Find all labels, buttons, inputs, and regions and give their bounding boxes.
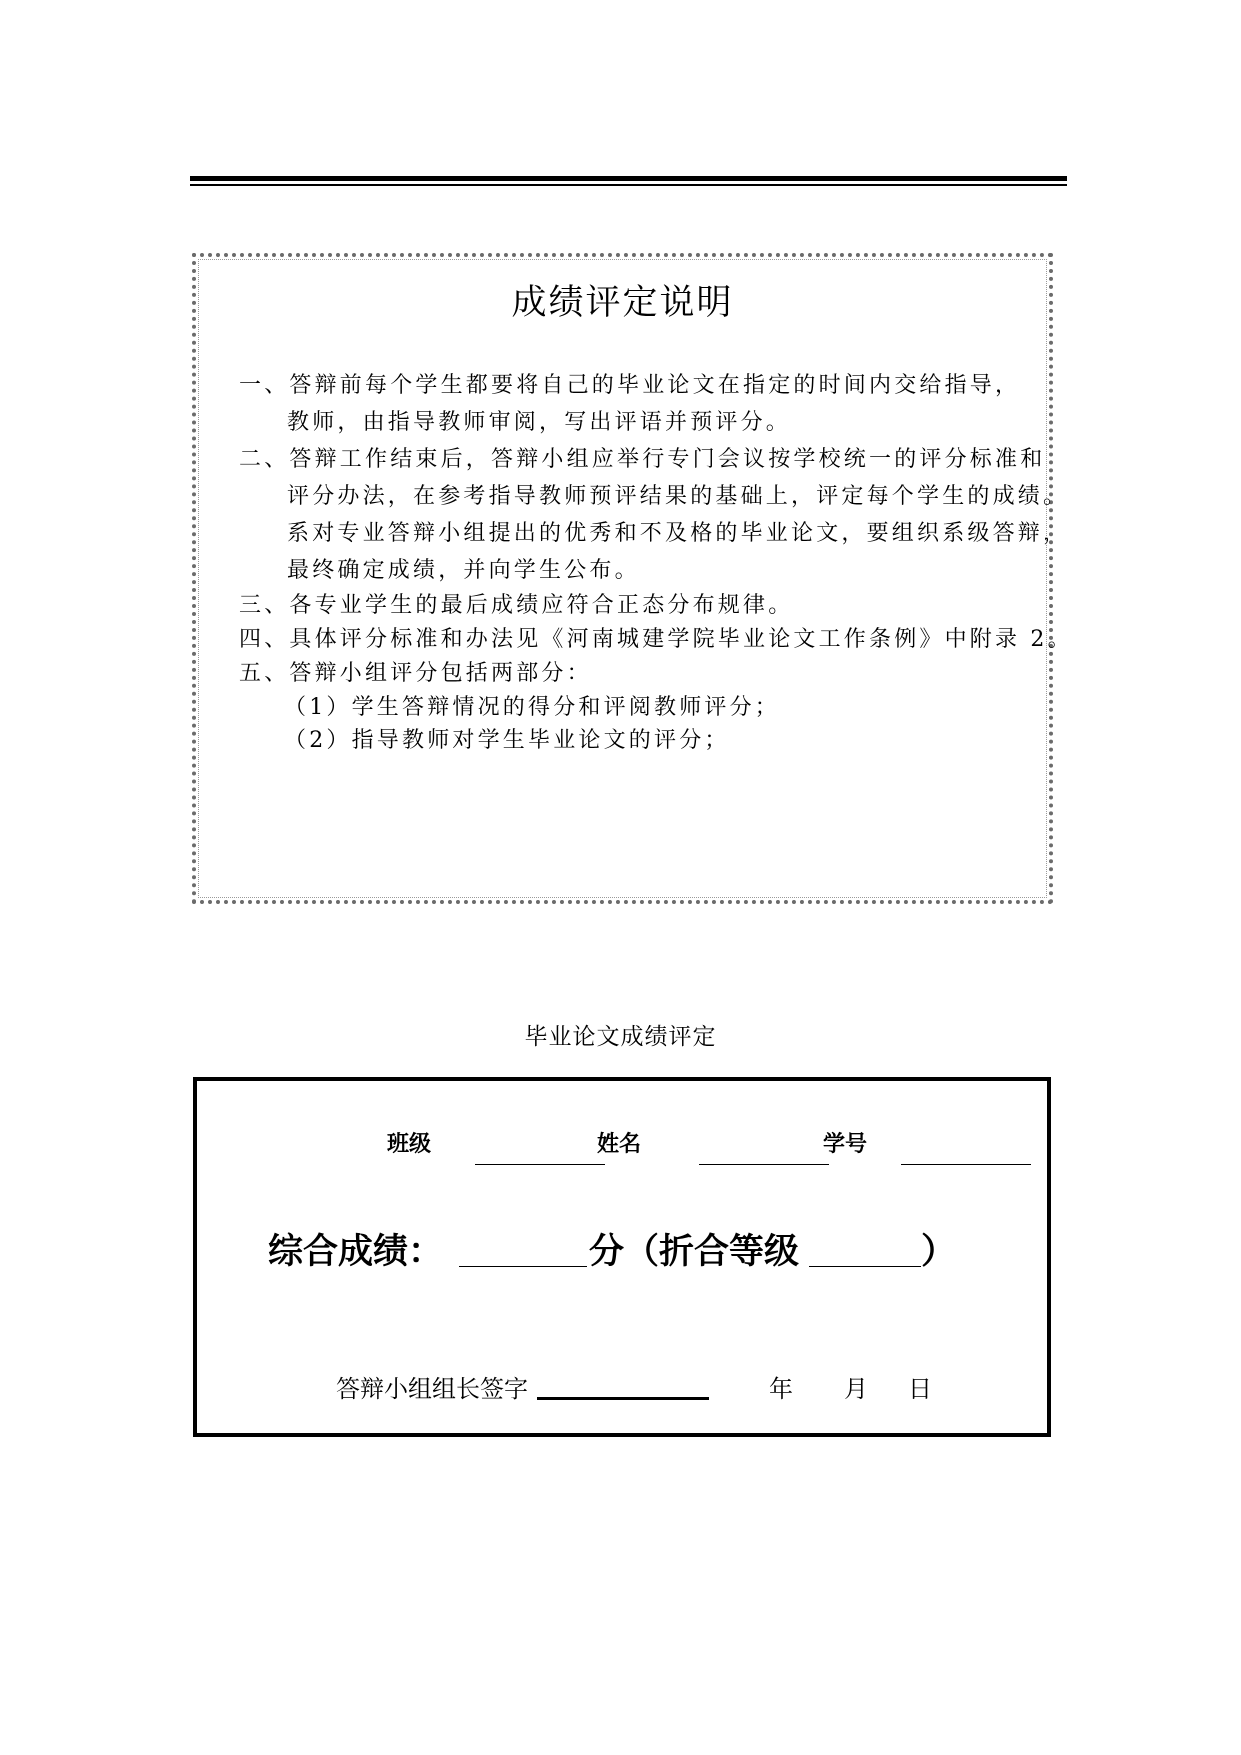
signature-field[interactable] <box>537 1397 709 1400</box>
year-label: 年 <box>769 1375 793 1403</box>
note-item-2-cont-3: 最终确定成绩，并向学生公布。 <box>287 558 640 583</box>
close-paren: ） <box>921 1232 957 1272</box>
name-field[interactable] <box>699 1164 829 1165</box>
note-item-3: 三、各专业学生的最后成绩应符合正态分布规律。 <box>239 593 794 618</box>
note-item-2: 二、答辩工作结束后，答辩小组应举行专门会议按学校统一的评分标准和 <box>239 447 1046 472</box>
note-item-1: 一、答辩前每个学生都要将自己的毕业论文在指定的时间内交给指导， <box>239 373 1021 398</box>
note-item-4: 四、具体评分标准和办法见《河南城建学院毕业论文工作条例》中附录 2。 <box>239 627 1073 652</box>
points-label: 分（折合等级 <box>589 1232 800 1272</box>
day-label: 日 <box>908 1375 932 1403</box>
note-item-5-sub-2: （2）指导教师对学生毕业论文的评分； <box>284 728 730 753</box>
grade-level-field[interactable] <box>809 1266 921 1267</box>
grading-notes-box <box>192 253 1073 904</box>
total-score-field[interactable] <box>459 1266 587 1267</box>
class-field[interactable] <box>475 1164 605 1165</box>
name-label: 姓名 <box>597 1132 642 1157</box>
header-double-rule <box>190 176 1067 186</box>
notes-title: 成绩评定说明 <box>511 283 734 323</box>
grade-form-heading: 毕业论文成绩评定 <box>524 1024 717 1050</box>
student-id-field[interactable] <box>901 1164 1031 1165</box>
student-id-label: 学号 <box>823 1132 868 1157</box>
signature-label: 答辩小组组长签字 <box>336 1375 528 1403</box>
note-item-5-sub-1: （1）学生答辩情况的得分和评阅教师评分； <box>284 695 780 720</box>
class-label: 班级 <box>387 1132 432 1157</box>
note-item-5: 五、答辩小组评分包括两部分： <box>239 661 592 686</box>
total-score-label: 综合成绩： <box>268 1232 444 1272</box>
grade-form-box <box>193 1077 1051 1437</box>
note-item-1-cont: 教师，由指导教师审阅，写出评语并预评分。 <box>287 410 792 435</box>
note-item-2-cont-2: 系对专业答辩小组提出的优秀和不及格的毕业论文，要组织系级答辩， <box>287 521 1069 546</box>
notes-list <box>239 367 1073 757</box>
note-item-2-cont-1: 评分办法，在参考指导教师预评结果的基础上，评定每个学生的成绩。 <box>287 484 1069 509</box>
month-label: 月 <box>844 1375 868 1403</box>
